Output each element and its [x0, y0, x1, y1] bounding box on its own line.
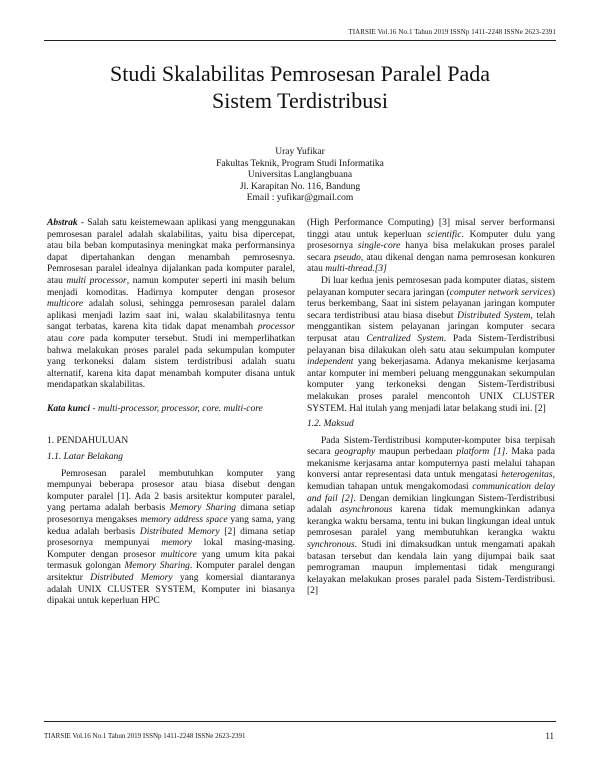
abstract-paragraph: Abstrak - Salah satu keistemewaan aplikasi yang menggunakan pemrosesan paralel adalah skalabilitas, yaitu bisa dipercepat, atau bila beban komputasinya meningkat maka performansinya dapat dipertahankan dengan menambah pemrosesnya. Pemrosesan paralel idealnya dijalankan pada komputer paralel, atau multi processor, namun komputer seperti ini masih belum menjadi komoditas. Hadirnya komputer dengan prosesor multicore adalah solusi, sehingga pemrosesan paralel dalam aplikasi menjadi lazim saat ini, walau skalabilitasnya tentu sangat terbatas, karena kita tidak dapat menambah processor atau core pada komputer tersebut. Studi ini memperlihatkan bahwa melakukan proses paralel pada sekumpulan komputer yang terkoneksi dalam sistem terdistribusi adalah suatu alternatif, karena kita dapat menambah komputer disana untuk mendapatkan skalabilitas.	[47, 218, 296, 391]
section-heading-pendahuluan: 1. PENDAHULUAN	[47, 435, 129, 446]
right-column	[307, 218, 555, 598]
abstract-label: Abstrak	[47, 218, 78, 228]
keywords-paragraph: Kata kunci - multi-processor, processor, core. multi-core	[47, 403, 263, 414]
affiliation-university: Universitas Langlangbuana	[247, 170, 353, 181]
distributed-system-paragraph: Di luar kedua jenis pemrosesan pada komputer diatas, sistem pelayanan komputer secara jaringan (computer network services) terus berkembang, Saat ini sistem pelayanan jaringan komputer secara terdistribusi atau biasa disebut Distributed System, telah menggantikan sistem pelayanan jaringan komputer secara terpusat atau Centralized System. Pada Sistem-Terdistribusi pelayanan bisa dilakukan oleh satu atau sekumpulan komputer independent yang bekerjasama. Adanya mekanisme kerjasama antar komputer ini memberi peluang menggunakan sekumpulan komputer yang terkoneksi dengan Sistem-Terdistribusi melakukan proses paralel mencontoh UNIX CLUSTER SYSTEM. Hal itulah yang menjadi latar belakang studi ini. [2]	[307, 275, 555, 414]
title-line-1: Studi Skalabilitas Pemrosesan Paralel Pada	[109, 61, 491, 86]
left-column	[47, 218, 295, 608]
paper-title	[60, 60, 540, 114]
header-rule	[44, 40, 556, 41]
keywords-label: Kata kunci	[47, 403, 91, 414]
subsection-heading-maksud: 1.2. Maksud	[307, 419, 354, 430]
footer-rule	[44, 721, 556, 722]
title-line-2: Sistem Terdistribusi	[212, 88, 388, 113]
running-footer: TIARSIE Vol.16 No.1 Tahun 2019 ISSNp 1411-2248 ISSNe 2623-2391	[44, 732, 246, 740]
author-name: Uray Yufikar	[275, 147, 325, 157]
running-header: TIARSIE Vol.16 No.1 Tahun 2019 ISSNp 1411-2248 ISSNe 2623-2391	[348, 28, 556, 36]
hpc-paragraph: (High Performance Computing) [3] misal server berformansi tinggi atau untuk keperluan scientific. Komputer dulu yang prosesornya single-core hanya bisa melakukan proses paralel secara pseudo, atau dikenal dengan nama pemrosesan konkuren atau multi-thread.[3]	[307, 218, 556, 275]
author-email: Email : yufikar@gmail.com	[246, 193, 354, 204]
page-number: 11	[545, 731, 554, 741]
intro-paragraph: Pemrosesan paralel membutuhkan komputer yang mempunyai beberapa prosesor atau biasa disebut dengan komputer paralel [1]. Ada 2 basis arsitektur komputer paralel, yang pertama adalah berbasis Memory Sharing dimana setiap prosesornya mengakses memory address space yang sama, yang kedua adalah berbasis Distributed Memory [2] dimana setiap prosesornya mempunyai memory lokal masing-masing. Komputer dengan prosesor multicore yang umum kita pakai termasuk golongan Memory Sharing. Komputer paralel dengan arsitektur Distributed Memory yang komersial diantaranya adalah UNIX CLUSTER SYSTEM, Komputer ini biasanya dipakai untuk keperluan HPC	[47, 468, 296, 607]
affiliation-faculty: Fakultas Teknik, Program Studi Informatika	[216, 158, 384, 169]
author-address: Jl. Karapitan No. 116, Bandung	[239, 181, 361, 192]
maksud-paragraph: Pada Sistem-Terdistribusi komputer-komputer bisa terpisah secara geography maupun perbedaan platform [1]. Maka pada mekanisme kerjasama antar komputernya pasti melalui tahapan konversi antar representasi data untuk mengatasi heterogenitas, kemudian tahapan untuk mengakomodasi communication delay and fail [2]. Dengan demikian lingkungan Sistem-Terdistribusi adalah asynchronous karena tidak memungkinkan adanya kerangka waktu bersama, tentu ini bukan lingkungan ideal untuk pemrosesan paralel yang membutuhkan kerangka waktu synchronous. Studi ini dimaksudkan untuk mengamati apakah batasan tersebut dan kendala lain yang dijumpai baik saat pemrograman maupun implementasi tidak mengurangi kelayakan melakukan proses paralel pada Sistem-Terdistribusi.[2]	[307, 435, 556, 597]
author-block	[150, 147, 450, 205]
subsection-heading-latar-belakang: 1.1. Latar Belakang	[47, 452, 123, 463]
